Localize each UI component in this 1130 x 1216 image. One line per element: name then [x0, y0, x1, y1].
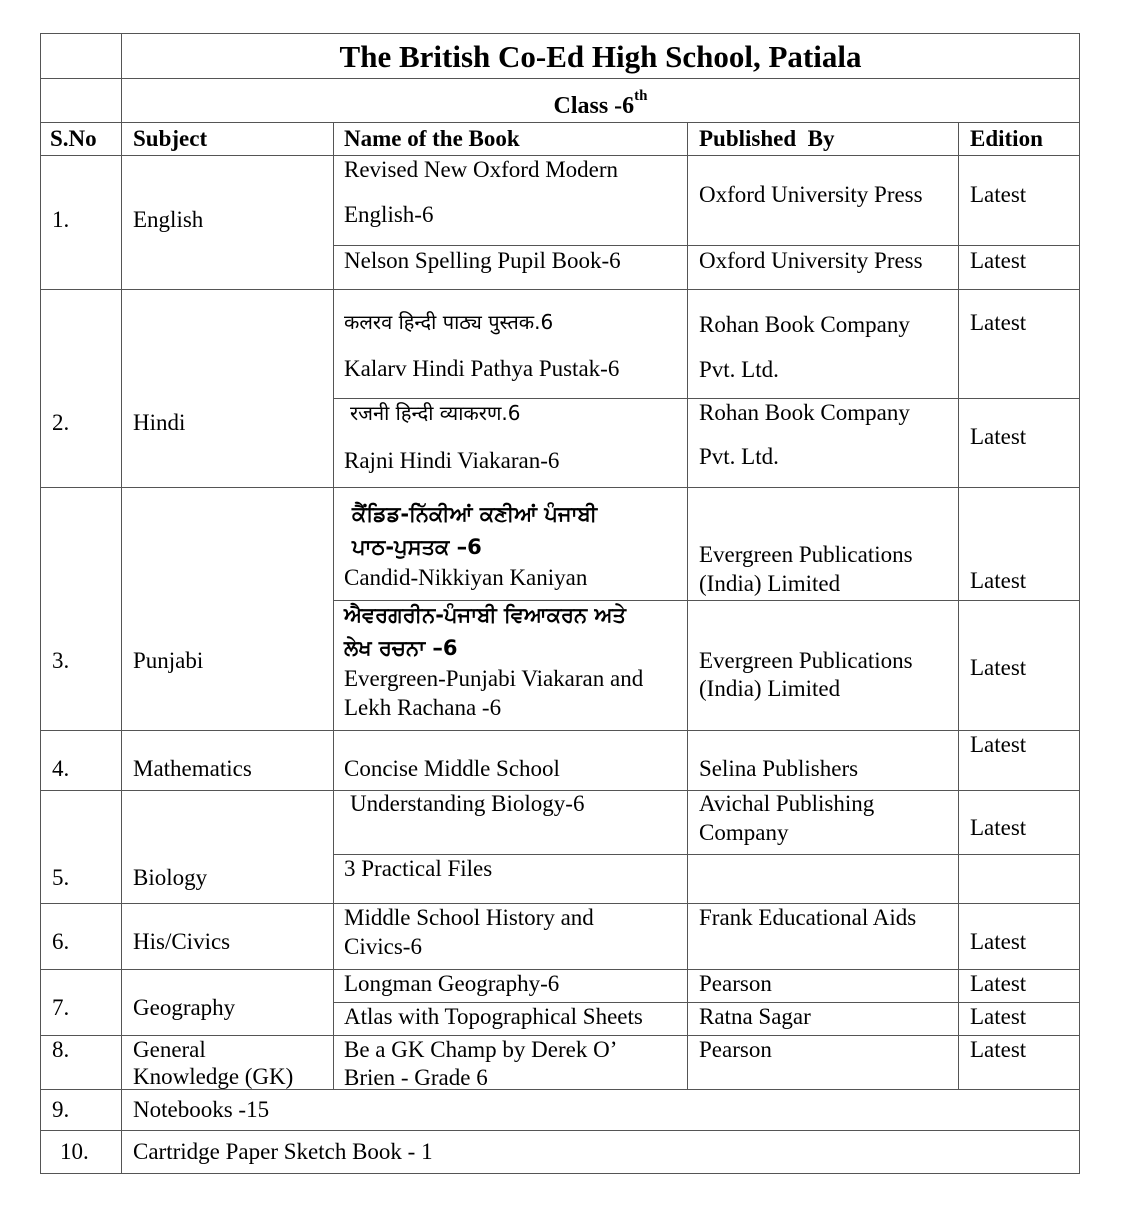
row-divider — [333, 854, 1080, 855]
book-edition: Latest — [970, 248, 1027, 273]
row-divider — [40, 289, 1080, 290]
row-subject: English — [133, 207, 204, 232]
row-subject: Hindi — [133, 410, 186, 435]
book-publisher: Pvt. Ltd. — [699, 357, 779, 382]
book-name: Evergreen-Punjabi Viakaran and — [344, 666, 644, 691]
book-name: English-6 — [344, 202, 434, 227]
row-divider — [40, 1035, 1080, 1036]
row-serial: 7. — [52, 995, 70, 1020]
table-border-bottom — [40, 1173, 1080, 1174]
book-publisher: Selina Publishers — [699, 756, 859, 781]
column-header-subject: Subject — [133, 126, 208, 151]
book-publisher: Company — [699, 820, 789, 845]
book-edition: Latest — [970, 732, 1027, 757]
book-name: Candid-Nikkiyan Kaniyan — [344, 565, 588, 590]
book-edition: Latest — [970, 424, 1027, 449]
row-subject: Knowledge (GK) — [133, 1064, 294, 1089]
book-name: 3 Practical Files — [344, 856, 493, 881]
book-publisher: Rohan Book Company — [699, 312, 910, 337]
column-header-sno: S.No — [50, 126, 97, 151]
book-edition: Latest — [970, 929, 1027, 954]
book-publisher: (India) Limited — [699, 571, 841, 596]
book-publisher: Pearson — [699, 971, 772, 996]
book-edition: Latest — [970, 568, 1027, 593]
book-name: Understanding Biology-6 — [350, 791, 585, 816]
row-divider — [40, 903, 1080, 904]
row-subject: Geography — [133, 995, 236, 1020]
book-name-punjabi: ਐਵਰਗਰੀਨ-ਪੰਜਾਬੀ ਵਿਆਕਰਨ ਅਤੇ — [344, 603, 626, 627]
row-divider — [40, 487, 1080, 488]
book-name: Nelson Spelling Pupil Book-6 — [344, 248, 621, 273]
book-publisher: Pvt. Ltd. — [699, 444, 779, 469]
book-name: Middle School History and — [344, 905, 594, 930]
column-divider — [687, 122, 688, 1090]
column-header-edition: Edition — [970, 126, 1043, 151]
book-name: Brien - Grade 6 — [344, 1065, 488, 1090]
row-subject: Biology — [133, 865, 208, 890]
row-serial: 3. — [52, 648, 70, 673]
column-header-book-name: Name of the Book — [344, 126, 520, 151]
book-publisher: Avichal Publishing — [699, 791, 875, 816]
book-edition: Latest — [970, 1037, 1027, 1062]
table-border-right — [1079, 33, 1080, 1174]
column-divider — [958, 122, 959, 1090]
row-divider — [333, 245, 1080, 246]
book-publisher: Oxford University Press — [699, 248, 923, 273]
column-divider — [121, 33, 122, 1174]
book-edition: Latest — [970, 971, 1027, 996]
book-publisher: Evergreen Publications — [699, 648, 913, 673]
book-name-punjabi: ਲੇਖ ਰਚਨਾ –6 — [344, 636, 458, 660]
book-publisher: Pearson — [699, 1037, 772, 1062]
row-serial: 10. — [60, 1139, 89, 1164]
row-subject: His/Civics — [133, 929, 231, 954]
book-publisher: Evergreen Publications — [699, 542, 913, 567]
row-divider — [40, 155, 1080, 156]
book-name: Civics-6 — [344, 934, 422, 959]
row-divider — [40, 78, 1080, 79]
book-name-punjabi: ਪਾਠ-ਪੁਸਤਕ –6 — [352, 535, 482, 559]
row-subject: General — [133, 1037, 206, 1062]
class-heading — [121, 87, 1080, 119]
book-name-hindi: रजनी हिन्दी व्याकरण.6 — [350, 401, 521, 425]
row-serial: 8. — [52, 1037, 70, 1062]
class-label: Class -6 — [553, 93, 635, 119]
book-name: Longman Geography-6 — [344, 971, 560, 996]
row-divider — [333, 600, 1080, 601]
row-serial: 1. — [52, 207, 70, 232]
book-name: Kalarv Hindi Pathya Pustak-6 — [344, 356, 620, 381]
book-name-hindi: कलरव हिन्दी पाठ्य पुस्तक.6 — [344, 310, 554, 334]
row-serial: 2. — [52, 410, 70, 435]
book-edition: Latest — [970, 815, 1027, 840]
book-publisher: Ratna Sagar — [699, 1004, 811, 1029]
book-name-punjabi: ਕੈਂਡਿਡ-ਨਿੱਕੀਆਂ ਕਣੀਆਂ ਪੰਜਾਬੀ — [352, 502, 598, 526]
book-name: Atlas with Topographical Sheets — [344, 1004, 643, 1029]
row-divider — [40, 730, 1080, 731]
row-divider — [333, 398, 1080, 399]
row-subject: Punjabi — [133, 648, 204, 673]
book-name: Rajni Hindi Viakaran-6 — [344, 448, 560, 473]
book-publisher: Rohan Book Company — [699, 400, 910, 425]
book-edition: Latest — [970, 310, 1027, 335]
row-serial: 6. — [52, 929, 70, 954]
row-divider — [333, 1002, 1080, 1003]
column-divider — [333, 122, 334, 1090]
row-subject: Mathematics — [133, 756, 252, 781]
row-divider — [40, 969, 1080, 970]
book-edition: Latest — [970, 182, 1027, 207]
row-divider — [40, 1130, 1080, 1131]
book-list-table — [40, 33, 1080, 1174]
supply-item: Notebooks -15 — [133, 1097, 270, 1122]
table-border-left — [40, 33, 41, 1174]
row-divider — [40, 122, 1080, 123]
book-publisher: Frank Educational Aids — [699, 905, 917, 930]
supply-item: Cartridge Paper Sketch Book - 1 — [133, 1139, 433, 1164]
table-border-top — [40, 33, 1080, 34]
column-header-publisher: Published By — [699, 126, 835, 151]
class-superscript: th — [634, 88, 648, 104]
book-edition: Latest — [970, 655, 1027, 680]
book-name: Revised New Oxford Modern — [344, 157, 619, 182]
row-serial: 5. — [52, 865, 70, 890]
book-name: Lekh Rachana -6 — [344, 695, 502, 720]
book-name: Concise Middle School — [344, 756, 560, 781]
row-serial: 4. — [52, 756, 70, 781]
row-serial: 9. — [52, 1097, 70, 1122]
book-name: Be a GK Champ by Derek O’ — [344, 1037, 618, 1062]
book-publisher: (India) Limited — [699, 676, 841, 701]
book-publisher: Oxford University Press — [699, 182, 923, 207]
school-title: The British Co-Ed High School, Patiala — [339, 39, 862, 74]
book-edition: Latest — [970, 1004, 1027, 1029]
